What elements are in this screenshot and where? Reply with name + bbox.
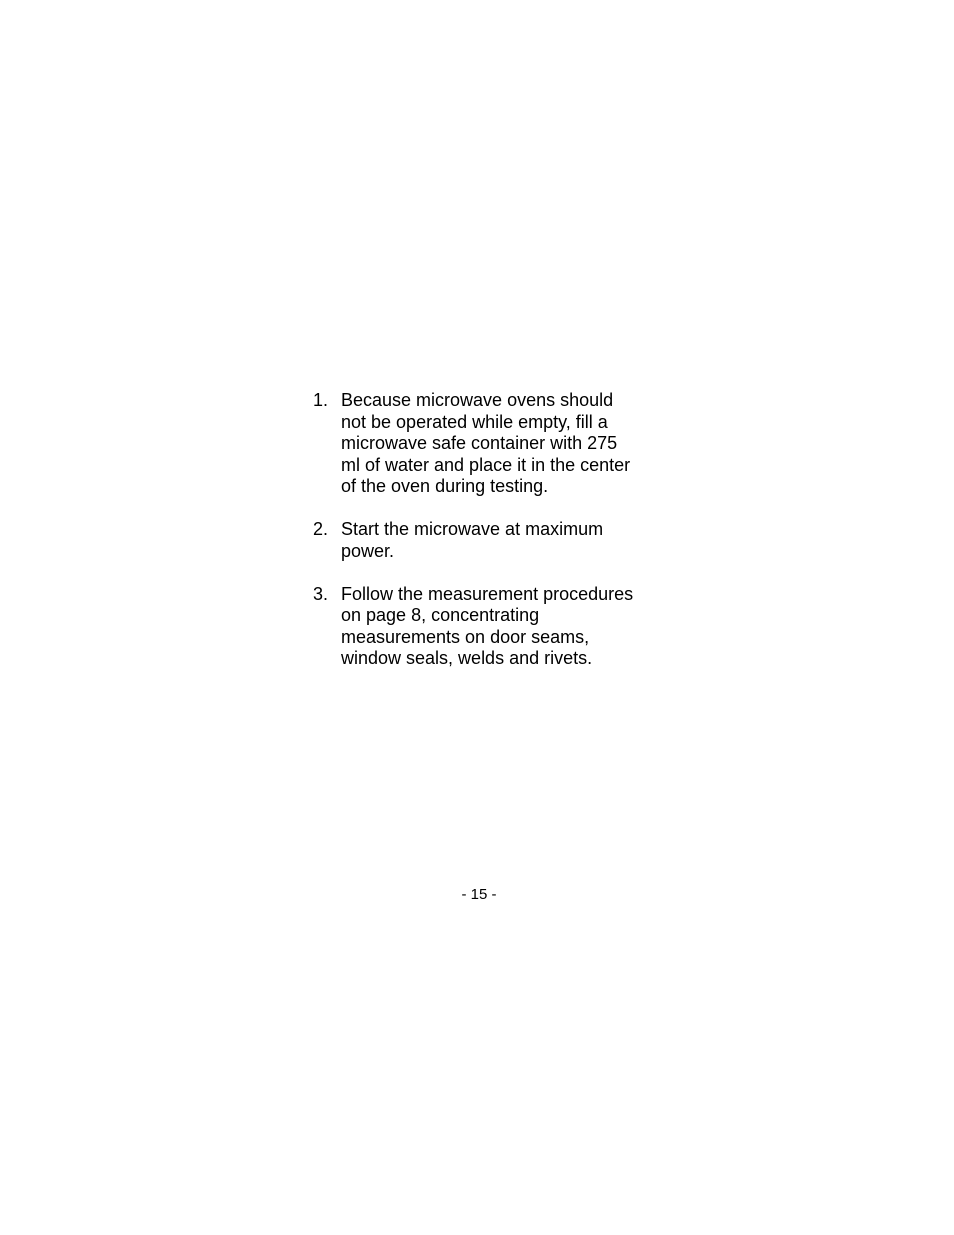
step-number: 3. [313,583,329,604]
instruction-step-2 [313,519,658,562]
step-text: Start the microwave at maximum power. [341,519,604,561]
step-number: 1. [313,390,329,410]
instruction-step-3 [313,584,658,670]
instruction-step-1 [313,390,658,498]
step-number: 2. [313,519,329,539]
step-text: Follow the measurement procedures on page 8, concentrating measurements on door seams, window seals, welds and rivets. [341,583,634,668]
step-text: Because microwave ovens should not be operated while empty, fill a microwave safe container with 275 ml of water and place it in the center of the oven during testing. [341,390,631,496]
page-number: - 15 - [461,886,497,903]
instruction-list [313,390,658,691]
